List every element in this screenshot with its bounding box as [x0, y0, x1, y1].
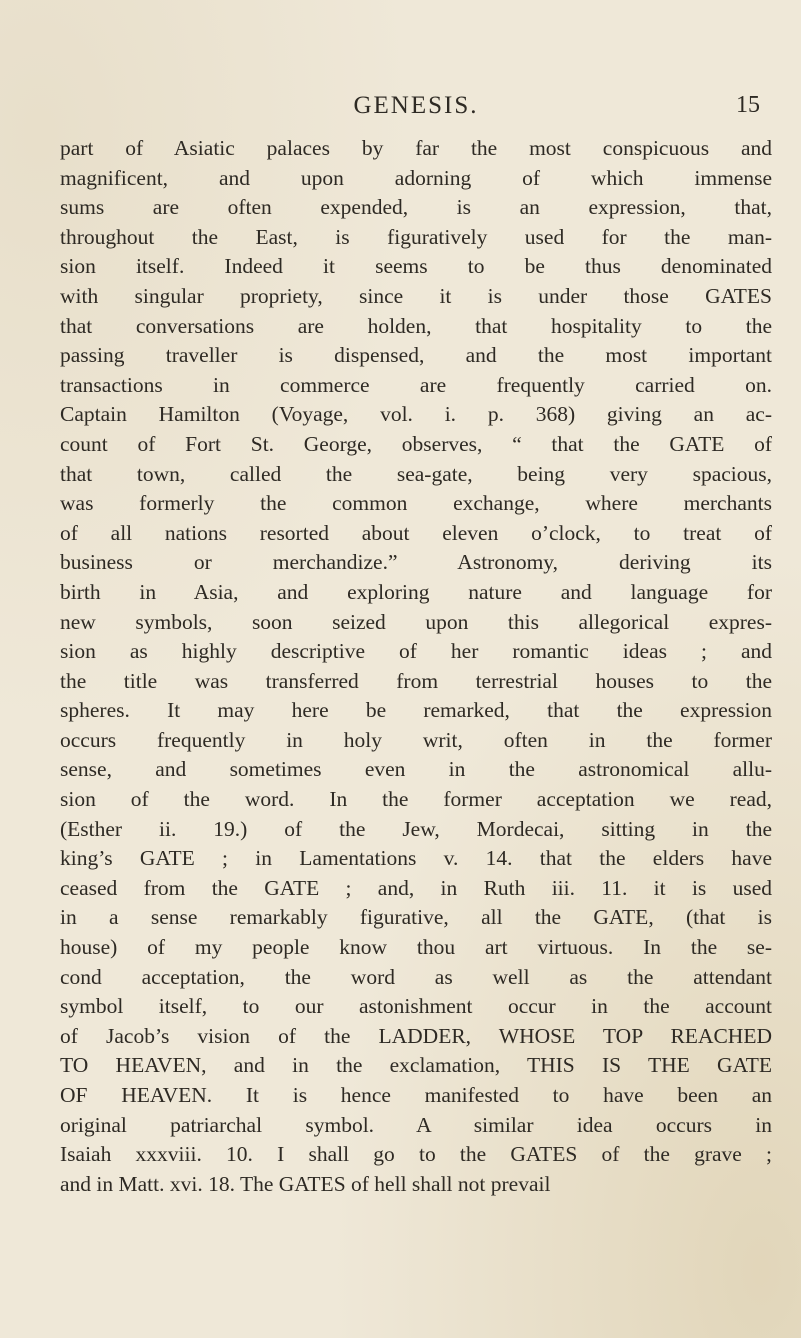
text-line: birth in Asia, and exploring nature and language for [60, 579, 772, 604]
text-line: business or merchandize.” Astronomy, deriving its [60, 550, 772, 575]
text-line: Captain Hamilton (Voyage, vol. i. p. 368) giving an ac- [60, 402, 772, 427]
text-line: sion of the word. In the former acceptation we read, [60, 787, 772, 812]
page-number: 15 [736, 92, 760, 118]
text-line: occurs frequently in holy writ, often in the former [60, 727, 772, 752]
text-line: of all nations resorted about eleven o’clock, to treat of [60, 520, 772, 545]
text-line: that town, called the sea-gate, being very spacious, [60, 461, 772, 486]
text-line: TO HEAVEN, and in the exclamation, THIS IS THE GATE [60, 1053, 772, 1078]
text-line: in a sense remarkably figurative, all the GATE, (that is [60, 905, 772, 930]
text-line: ceased from the GATE ; and, in Ruth iii. 11. it is used [60, 875, 772, 900]
running-head [60, 92, 772, 124]
text-line: of Jacob’s vision of the LADDER, WHOSE TOP REACHED [60, 1023, 772, 1048]
text-line: new symbols, soon seized upon this allegorical expres- [60, 609, 772, 634]
body-text [60, 134, 772, 1199]
text-line: sion itself. Indeed it seems to be thus denominated [60, 254, 772, 279]
running-title: GENESIS. [353, 92, 479, 119]
text-line: and in Matt. xvi. 18. The GATES of hell shall not prevail [60, 1171, 551, 1196]
text-line: sense, and sometimes even in the astronomical allu- [60, 757, 772, 782]
text-line: was formerly the common exchange, where merchants [60, 491, 772, 516]
text-line: magnificent, and upon adorning of which immense [60, 165, 772, 190]
text-line: sion as highly descriptive of her romantic ideas ; and [60, 639, 772, 664]
text-line: (Esther ii. 19.) of the Jew, Mordecai, sitting in the [60, 816, 772, 841]
text-line: passing traveller is dispensed, and the most important [60, 343, 772, 368]
text-line: count of Fort St. George, observes, “ that the GATE of [60, 431, 772, 456]
text-line: with singular propriety, since it is under those GATES [60, 283, 772, 308]
text-line: sums are often expended, is an expression, that, [60, 195, 772, 220]
text-line: Isaiah xxxviii. 10. I shall go to the GATES of the grave ; [60, 1142, 772, 1167]
text-line: house) of my people know thou art virtuous. In the se- [60, 935, 772, 960]
text-line: cond acceptation, the word as well as the attendant [60, 964, 772, 989]
text-line: that conversations are holden, that hospitality to the [60, 313, 772, 338]
text-line: original patriarchal symbol. A similar idea occurs in [60, 1112, 772, 1137]
text-line: spheres. It may here be remarked, that the expression [60, 698, 772, 723]
text-line: part of Asiatic palaces by far the most conspicuous and [60, 136, 772, 160]
text-line: throughout the East, is figuratively used for the man- [60, 224, 772, 249]
text-line: king’s GATE ; in Lamentations v. 14. that the elders have [60, 846, 772, 871]
text-line: OF HEAVEN. It is hence manifested to have been an [60, 1083, 772, 1107]
text-line: the title was transferred from terrestrial houses to the [60, 668, 772, 693]
text-line: symbol itself, to our astonishment occur in the account [60, 994, 772, 1019]
text-line: transactions in commerce are frequently carried on. [60, 372, 772, 397]
